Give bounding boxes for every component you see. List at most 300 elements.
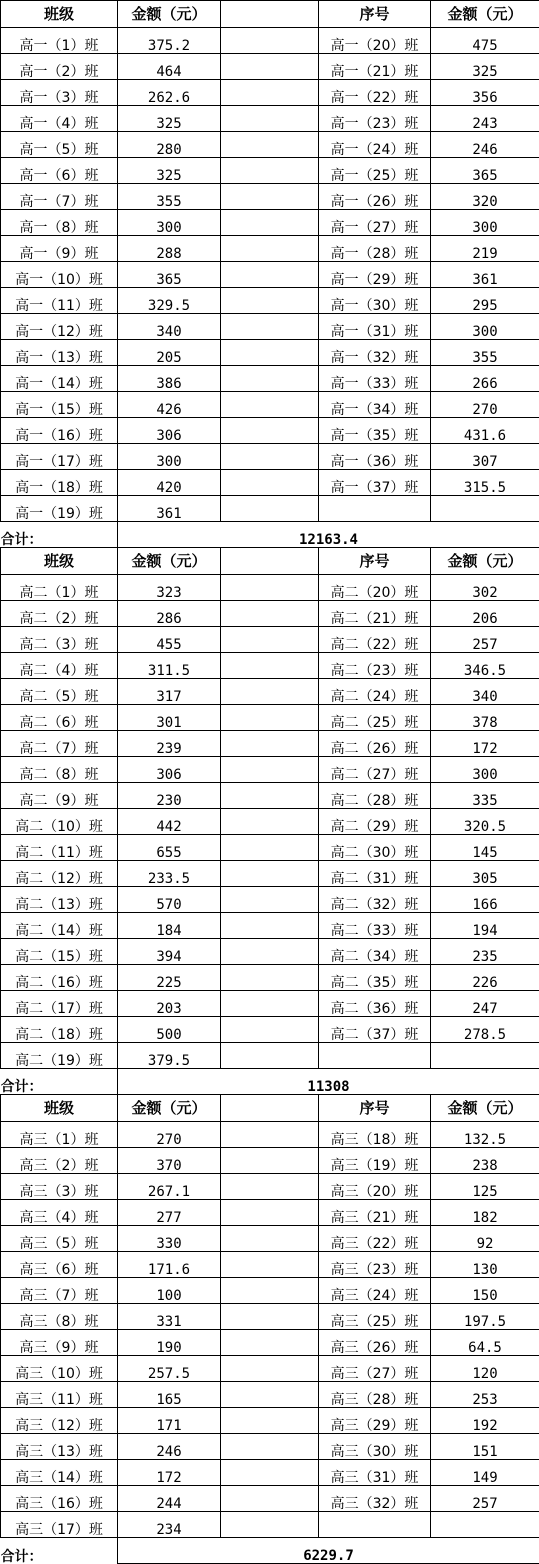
- right-amount-cell: 64.5: [431, 1330, 539, 1356]
- header-amount: 金额（元）: [118, 1, 221, 28]
- left-amount-cell: 323: [118, 575, 221, 601]
- right-amount-cell: 132.5: [431, 1122, 539, 1148]
- section-header-row: [1, 1, 539, 28]
- right-amount-cell: 295: [431, 288, 539, 314]
- left-class-cell: 高三（6）班: [1, 1252, 118, 1278]
- table-row: [1, 965, 539, 991]
- blank-cell: [221, 54, 319, 80]
- table-row: [1, 627, 539, 653]
- blank-cell: [221, 627, 319, 653]
- table-row: [1, 1122, 539, 1148]
- left-amount-cell: 331: [118, 1304, 221, 1330]
- right-amount-cell: 145: [431, 835, 539, 861]
- left-class-cell: 高三（14）班: [1, 1460, 118, 1486]
- left-amount-cell: 329.5: [118, 288, 221, 314]
- right-amount-cell: 182: [431, 1200, 539, 1226]
- right-amount-cell: 219: [431, 236, 539, 262]
- table-row: [1, 132, 539, 158]
- left-class-cell: 高二（14）班: [1, 913, 118, 939]
- right-amount-cell: 320.5: [431, 809, 539, 835]
- blank-cell: [221, 887, 319, 913]
- right-class-cell: 高二（23）班: [319, 653, 431, 679]
- table-row: [1, 1434, 539, 1460]
- left-amount-cell: 655: [118, 835, 221, 861]
- right-class-cell: 高二（22）班: [319, 627, 431, 653]
- left-class-cell: 高二（19）班: [1, 1043, 118, 1069]
- table-row: [1, 705, 539, 731]
- table-row: [1, 158, 539, 184]
- right-amount-cell: 149: [431, 1460, 539, 1486]
- blank-cell: [221, 1278, 319, 1304]
- table-row: [1, 1460, 539, 1486]
- right-class-cell: 高二（31）班: [319, 861, 431, 887]
- right-class-cell: 高一（35）班: [319, 418, 431, 444]
- left-class-cell: 高二（10）班: [1, 809, 118, 835]
- left-class-cell: 高二（6）班: [1, 705, 118, 731]
- blank-cell: [221, 679, 319, 705]
- table-row: [1, 106, 539, 132]
- right-amount-cell: 346.5: [431, 653, 539, 679]
- table-row: [1, 1356, 539, 1382]
- table-body: [1, 1, 539, 1564]
- right-class-cell: 高一（27）班: [319, 210, 431, 236]
- table-row: [1, 1408, 539, 1434]
- table-row: [1, 783, 539, 809]
- right-class-cell: 高三（26）班: [319, 1330, 431, 1356]
- left-class-cell: 高一（15）班: [1, 392, 118, 418]
- blank-cell: [221, 835, 319, 861]
- left-amount-cell: 301: [118, 705, 221, 731]
- table-row: [1, 444, 539, 470]
- right-class-cell: 高一（36）班: [319, 444, 431, 470]
- right-amount-cell: 300: [431, 314, 539, 340]
- right-amount-cell: 278.5: [431, 1017, 539, 1043]
- left-class-cell: 高三（9）班: [1, 1330, 118, 1356]
- table-row: [1, 1226, 539, 1252]
- left-class-cell: 高二（5）班: [1, 679, 118, 705]
- right-amount-cell: 243: [431, 106, 539, 132]
- total-row: [1, 1069, 539, 1095]
- blank-cell: [221, 783, 319, 809]
- blank-cell: [221, 236, 319, 262]
- right-amount-cell: [431, 1043, 539, 1069]
- right-class-cell: 高三（18）班: [319, 1122, 431, 1148]
- blank-cell: [221, 809, 319, 835]
- left-amount-cell: 500: [118, 1017, 221, 1043]
- right-amount-cell: 194: [431, 913, 539, 939]
- left-amount-cell: 306: [118, 418, 221, 444]
- blank-cell: [221, 470, 319, 496]
- left-amount-cell: 300: [118, 444, 221, 470]
- left-amount-cell: 257.5: [118, 1356, 221, 1382]
- left-amount-cell: 244: [118, 1486, 221, 1512]
- table-row: [1, 653, 539, 679]
- table-row: [1, 262, 539, 288]
- table-row: [1, 1174, 539, 1200]
- table-row: [1, 1252, 539, 1278]
- right-class-cell: 高一（25）班: [319, 158, 431, 184]
- table-row: [1, 835, 539, 861]
- right-class-cell: 高一（33）班: [319, 366, 431, 392]
- total-value: 12163.4: [118, 522, 539, 548]
- left-class-cell: 高二（2）班: [1, 601, 118, 627]
- left-amount-cell: 375.2: [118, 28, 221, 54]
- blank-cell: [221, 262, 319, 288]
- table-row: [1, 939, 539, 965]
- left-amount-cell: 340: [118, 314, 221, 340]
- left-amount-cell: 330: [118, 1226, 221, 1252]
- table-row: [1, 314, 539, 340]
- left-amount-cell: 394: [118, 939, 221, 965]
- right-amount-cell: 266: [431, 366, 539, 392]
- left-amount-cell: 171.6: [118, 1252, 221, 1278]
- blank-cell: [221, 1356, 319, 1382]
- left-amount-cell: 379.5: [118, 1043, 221, 1069]
- blank-cell: [221, 575, 319, 601]
- blank-cell: [221, 705, 319, 731]
- blank-cell: [221, 1512, 319, 1538]
- blank-cell: [221, 366, 319, 392]
- left-amount-cell: 205: [118, 340, 221, 366]
- left-class-cell: 高一（11）班: [1, 288, 118, 314]
- right-class-cell: 高二（32）班: [319, 887, 431, 913]
- right-amount-cell: 92: [431, 1226, 539, 1252]
- left-class-cell: 高三（5）班: [1, 1226, 118, 1252]
- right-class-cell: 高一（21）班: [319, 54, 431, 80]
- left-amount-cell: 270: [118, 1122, 221, 1148]
- blank-cell: [221, 496, 319, 522]
- left-amount-cell: 280: [118, 132, 221, 158]
- header-class: 班级: [1, 1, 118, 28]
- right-class-cell: 高一（32）班: [319, 340, 431, 366]
- right-amount-cell: 378: [431, 705, 539, 731]
- blank-cell: [221, 1304, 319, 1330]
- left-class-cell: 高一（17）班: [1, 444, 118, 470]
- left-class-cell: 高三（12）班: [1, 1408, 118, 1434]
- left-class-cell: 高一（16）班: [1, 418, 118, 444]
- left-amount-cell: 267.1: [118, 1174, 221, 1200]
- table-row: [1, 1382, 539, 1408]
- right-amount-cell: 355: [431, 340, 539, 366]
- right-amount-cell: 125: [431, 1174, 539, 1200]
- left-amount-cell: 365: [118, 262, 221, 288]
- table-row: [1, 757, 539, 783]
- right-class-cell: 高三（22）班: [319, 1226, 431, 1252]
- blank-cell: [221, 653, 319, 679]
- left-class-cell: 高一（19）班: [1, 496, 118, 522]
- header-blank: [221, 1, 319, 28]
- right-amount-cell: 300: [431, 210, 539, 236]
- left-class-cell: 高二（8）班: [1, 757, 118, 783]
- right-class-cell: 高二（37）班: [319, 1017, 431, 1043]
- right-class-cell: [319, 1043, 431, 1069]
- blank-cell: [221, 314, 319, 340]
- table-row: [1, 1043, 539, 1069]
- table-row: [1, 991, 539, 1017]
- right-class-cell: 高三（23）班: [319, 1252, 431, 1278]
- left-amount-cell: 325: [118, 158, 221, 184]
- right-amount-cell: 226: [431, 965, 539, 991]
- left-class-cell: 高二（15）班: [1, 939, 118, 965]
- right-class-cell: 高二（24）班: [319, 679, 431, 705]
- right-amount-cell: 166: [431, 887, 539, 913]
- right-amount-cell: 246: [431, 132, 539, 158]
- right-amount-cell: 361: [431, 262, 539, 288]
- right-amount-cell: 172: [431, 731, 539, 757]
- left-class-cell: 高一（6）班: [1, 158, 118, 184]
- left-class-cell: 高二（17）班: [1, 991, 118, 1017]
- table-row: [1, 731, 539, 757]
- right-class-cell: 高二（20）班: [319, 575, 431, 601]
- header-serial: 序号: [319, 1095, 431, 1122]
- left-class-cell: 高二（11）班: [1, 835, 118, 861]
- blank-cell: [221, 1226, 319, 1252]
- right-class-cell: 高二（21）班: [319, 601, 431, 627]
- left-amount-cell: 203: [118, 991, 221, 1017]
- right-class-cell: 高三（24）班: [319, 1278, 431, 1304]
- section-header-row: [1, 548, 539, 575]
- left-class-cell: 高三（2）班: [1, 1148, 118, 1174]
- table-row: [1, 54, 539, 80]
- right-amount-cell: 325: [431, 54, 539, 80]
- blank-cell: [221, 1017, 319, 1043]
- blank-cell: [221, 28, 319, 54]
- right-amount-cell: 130: [431, 1252, 539, 1278]
- left-class-cell: 高一（8）班: [1, 210, 118, 236]
- left-amount-cell: 277: [118, 1200, 221, 1226]
- blank-cell: [221, 861, 319, 887]
- blank-cell: [221, 158, 319, 184]
- left-amount-cell: 165: [118, 1382, 221, 1408]
- header-amount-right: 金额（元）: [431, 548, 539, 575]
- left-amount-cell: 225: [118, 965, 221, 991]
- right-class-cell: 高一（26）班: [319, 184, 431, 210]
- left-class-cell: 高一（3）班: [1, 80, 118, 106]
- right-amount-cell: 302: [431, 575, 539, 601]
- table-row: [1, 1304, 539, 1330]
- right-class-cell: 高二（36）班: [319, 991, 431, 1017]
- table-row: [1, 340, 539, 366]
- table-row: [1, 1200, 539, 1226]
- blank-cell: [221, 1122, 319, 1148]
- right-amount-cell: 247: [431, 991, 539, 1017]
- blank-cell: [221, 757, 319, 783]
- right-amount-cell: 192: [431, 1408, 539, 1434]
- left-amount-cell: 262.6: [118, 80, 221, 106]
- blank-cell: [221, 106, 319, 132]
- right-class-cell: 高一（31）班: [319, 314, 431, 340]
- left-class-cell: 高二（13）班: [1, 887, 118, 913]
- blank-cell: [221, 288, 319, 314]
- left-amount-cell: 172: [118, 1460, 221, 1486]
- blank-cell: [221, 1252, 319, 1278]
- total-value: 6229.7: [118, 1538, 539, 1564]
- left-class-cell: 高二（1）班: [1, 575, 118, 601]
- blank-cell: [221, 1200, 319, 1226]
- blank-cell: [221, 1434, 319, 1460]
- left-class-cell: 高三（13）班: [1, 1434, 118, 1460]
- right-amount-cell: 206: [431, 601, 539, 627]
- section-header-row: [1, 1095, 539, 1122]
- table-row: [1, 1278, 539, 1304]
- table-row: [1, 80, 539, 106]
- left-amount-cell: 288: [118, 236, 221, 262]
- left-amount-cell: 426: [118, 392, 221, 418]
- right-class-cell: 高三（19）班: [319, 1148, 431, 1174]
- header-class: 班级: [1, 1095, 118, 1122]
- left-amount-cell: 190: [118, 1330, 221, 1356]
- table-row: [1, 679, 539, 705]
- left-amount-cell: 442: [118, 809, 221, 835]
- header-serial: 序号: [319, 1, 431, 28]
- right-amount-cell: 315.5: [431, 470, 539, 496]
- table-row: [1, 1017, 539, 1043]
- right-class-cell: 高三（29）班: [319, 1408, 431, 1434]
- right-amount-cell: 151: [431, 1434, 539, 1460]
- total-label: 合计：: [1, 1069, 118, 1095]
- left-amount-cell: 361: [118, 496, 221, 522]
- left-amount-cell: 230: [118, 783, 221, 809]
- table-row: [1, 366, 539, 392]
- left-class-cell: 高二（18）班: [1, 1017, 118, 1043]
- right-class-cell: 高三（30）班: [319, 1434, 431, 1460]
- left-amount-cell: 306: [118, 757, 221, 783]
- right-amount-cell: 475: [431, 28, 539, 54]
- table-row: [1, 28, 539, 54]
- left-class-cell: 高二（3）班: [1, 627, 118, 653]
- header-amount: 金额（元）: [118, 1095, 221, 1122]
- left-class-cell: 高一（14）班: [1, 366, 118, 392]
- left-amount-cell: 300: [118, 210, 221, 236]
- left-class-cell: 高一（5）班: [1, 132, 118, 158]
- left-amount-cell: 455: [118, 627, 221, 653]
- left-amount-cell: 246: [118, 1434, 221, 1460]
- total-row: [1, 1538, 539, 1564]
- table-row: [1, 236, 539, 262]
- table-row: [1, 601, 539, 627]
- right-class-cell: 高二（26）班: [319, 731, 431, 757]
- right-class-cell: 高二（29）班: [319, 809, 431, 835]
- blank-cell: [221, 1486, 319, 1512]
- left-class-cell: 高二（12）班: [1, 861, 118, 887]
- right-amount-cell: 365: [431, 158, 539, 184]
- right-amount-cell: 257: [431, 1486, 539, 1512]
- left-class-cell: 高三（10）班: [1, 1356, 118, 1382]
- left-class-cell: 高一（9）班: [1, 236, 118, 262]
- table-row: [1, 887, 539, 913]
- right-class-cell: 高一（29）班: [319, 262, 431, 288]
- left-class-cell: 高三（17）班: [1, 1512, 118, 1538]
- blank-cell: [221, 913, 319, 939]
- table-row: [1, 575, 539, 601]
- right-amount-cell: 307: [431, 444, 539, 470]
- left-class-cell: 高三（7）班: [1, 1278, 118, 1304]
- blank-cell: [221, 444, 319, 470]
- blank-cell: [221, 601, 319, 627]
- right-class-cell: [319, 1512, 431, 1538]
- right-class-cell: 高二（33）班: [319, 913, 431, 939]
- table-row: [1, 913, 539, 939]
- right-amount-cell: 238: [431, 1148, 539, 1174]
- right-amount-cell: 253: [431, 1382, 539, 1408]
- right-class-cell: 高三（28）班: [319, 1382, 431, 1408]
- header-amount-right: 金额（元）: [431, 1095, 539, 1122]
- total-label: 合计：: [1, 522, 118, 548]
- blank-cell: [221, 1043, 319, 1069]
- left-class-cell: 高一（4）班: [1, 106, 118, 132]
- table-row: [1, 1330, 539, 1356]
- right-amount-cell: 335: [431, 783, 539, 809]
- header-serial: 序号: [319, 548, 431, 575]
- blank-cell: [221, 1174, 319, 1200]
- header-amount-right: 金额（元）: [431, 1, 539, 28]
- left-amount-cell: 420: [118, 470, 221, 496]
- right-amount-cell: 305: [431, 861, 539, 887]
- right-amount-cell: 197.5: [431, 1304, 539, 1330]
- left-class-cell: 高三（8）班: [1, 1304, 118, 1330]
- header-class: 班级: [1, 548, 118, 575]
- right-class-cell: 高二（27）班: [319, 757, 431, 783]
- right-class-cell: 高二（35）班: [319, 965, 431, 991]
- left-class-cell: 高二（4）班: [1, 653, 118, 679]
- right-class-cell: 高一（22）班: [319, 80, 431, 106]
- left-class-cell: 高二（7）班: [1, 731, 118, 757]
- left-class-cell: 高一（1）班: [1, 28, 118, 54]
- blank-cell: [221, 965, 319, 991]
- right-class-cell: 高二（25）班: [319, 705, 431, 731]
- left-amount-cell: 317: [118, 679, 221, 705]
- right-class-cell: 高二（28）班: [319, 783, 431, 809]
- table-row: [1, 418, 539, 444]
- left-amount-cell: 184: [118, 913, 221, 939]
- table-row: [1, 496, 539, 522]
- left-amount-cell: 355: [118, 184, 221, 210]
- blank-cell: [221, 731, 319, 757]
- right-class-cell: 高一（23）班: [319, 106, 431, 132]
- right-amount-cell: 150: [431, 1278, 539, 1304]
- left-class-cell: 高一（13）班: [1, 340, 118, 366]
- right-amount-cell: [431, 496, 539, 522]
- total-value: 11308: [118, 1069, 539, 1095]
- blank-cell: [221, 340, 319, 366]
- left-class-cell: 高二（16）班: [1, 965, 118, 991]
- table-row: [1, 861, 539, 887]
- blank-cell: [221, 392, 319, 418]
- blank-cell: [221, 80, 319, 106]
- right-amount-cell: 356: [431, 80, 539, 106]
- left-amount-cell: 171: [118, 1408, 221, 1434]
- blank-cell: [221, 210, 319, 236]
- blank-cell: [221, 1382, 319, 1408]
- left-class-cell: 高一（7）班: [1, 184, 118, 210]
- right-amount-cell: 340: [431, 679, 539, 705]
- left-class-cell: 高三（4）班: [1, 1200, 118, 1226]
- blank-cell: [221, 418, 319, 444]
- left-class-cell: 高三（3）班: [1, 1174, 118, 1200]
- right-class-cell: 高一（34）班: [319, 392, 431, 418]
- table-row: [1, 809, 539, 835]
- left-amount-cell: 570: [118, 887, 221, 913]
- blank-cell: [221, 132, 319, 158]
- right-amount-cell: 257: [431, 627, 539, 653]
- total-label: 合计：: [1, 1538, 118, 1564]
- left-amount-cell: 370: [118, 1148, 221, 1174]
- left-amount-cell: 325: [118, 106, 221, 132]
- table-row: [1, 210, 539, 236]
- right-class-cell: 高一（20）班: [319, 28, 431, 54]
- right-amount-cell: 431.6: [431, 418, 539, 444]
- table-row: [1, 392, 539, 418]
